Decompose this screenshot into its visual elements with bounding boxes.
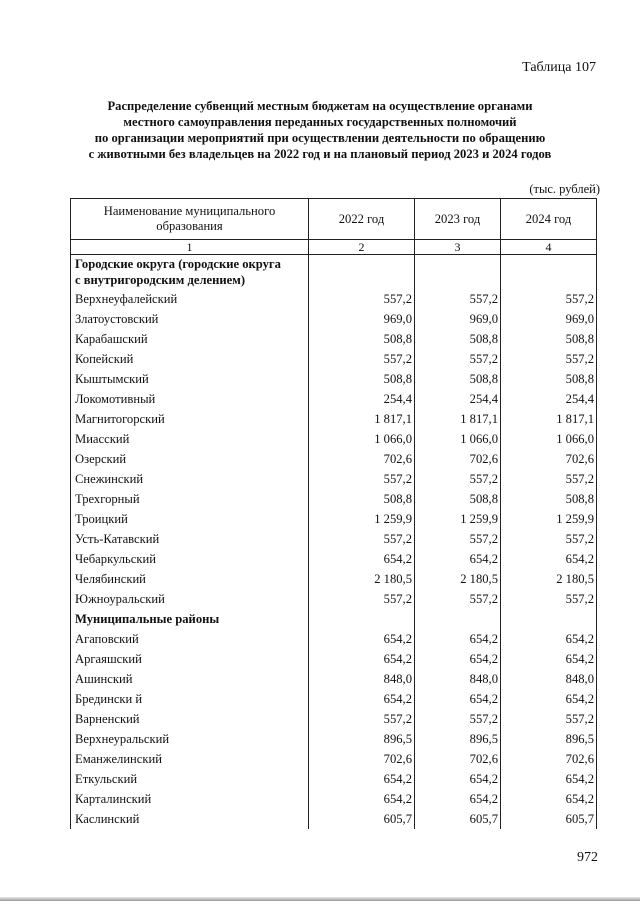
column-number: 4: [501, 240, 597, 255]
municipality-name: Копейский: [71, 349, 309, 369]
value-2023: 508,8: [415, 489, 501, 509]
value-2024: 654,2: [501, 789, 597, 809]
value-2022: 508,8: [309, 329, 415, 349]
table-row-urban: [71, 329, 597, 349]
municipality-name: Варненский: [71, 709, 309, 729]
value-2022: 654,2: [309, 629, 415, 649]
value-2024: 654,2: [501, 629, 597, 649]
municipality-name: Аргаяшский: [71, 649, 309, 669]
value-2024: 654,2: [501, 769, 597, 789]
municipality-name: Еткульский: [71, 769, 309, 789]
value-2024: 896,5: [501, 729, 597, 749]
value-2023: 969,0: [415, 309, 501, 329]
table-row-urban: [71, 509, 597, 529]
value-2024: 2 180,5: [501, 569, 597, 589]
value-2023: 1 066,0: [415, 429, 501, 449]
municipality-name: Локомотивный: [71, 389, 309, 409]
value-2023: 654,2: [415, 789, 501, 809]
section-label-line1: Городские округа (городские округа: [75, 257, 281, 271]
value-2022: 654,2: [309, 769, 415, 789]
municipality-name: Троицкий: [71, 509, 309, 529]
value-2022: 557,2: [309, 709, 415, 729]
value-2024: 557,2: [501, 529, 597, 549]
table-row-urban: [71, 309, 597, 329]
municipality-name: Златоустовский: [71, 309, 309, 329]
value-2024: 254,4: [501, 389, 597, 409]
table-row-district: [71, 769, 597, 789]
table-row-urban: [71, 429, 597, 449]
header-2024: 2024 год: [501, 199, 597, 240]
value-2022: 605,7: [309, 809, 415, 829]
table-row-urban: [71, 569, 597, 589]
table-row-urban: [71, 529, 597, 549]
value-2022: 254,4: [309, 389, 415, 409]
value-2022: 557,2: [309, 349, 415, 369]
value-2022: 557,2: [309, 529, 415, 549]
scan-edge: [0, 897, 640, 901]
municipality-name: Магнитогорский: [71, 409, 309, 429]
header-2022: 2022 год: [309, 199, 415, 240]
value-2022: 654,2: [309, 689, 415, 709]
value-2024: 557,2: [501, 349, 597, 369]
value-2024: 557,2: [501, 589, 597, 609]
value-2024: 969,0: [501, 309, 597, 329]
header-row: [71, 199, 597, 240]
table-row-district: [71, 749, 597, 769]
value-2024: 702,6: [501, 449, 597, 469]
value-2023: 848,0: [415, 669, 501, 689]
title-line: Распределение субвенций местным бюджетам на осуществление органами: [107, 99, 533, 113]
subventions-table: [70, 198, 597, 829]
value-2024: 605,7: [501, 809, 597, 829]
title-line: по организации мероприятий при осуществлении деятельности по обращению: [94, 131, 546, 145]
value-2023: 557,2: [415, 529, 501, 549]
value-2022: 654,2: [309, 549, 415, 569]
municipality-name: Верхнеуральский: [71, 729, 309, 749]
value-2024: 654,2: [501, 549, 597, 569]
table-row-urban: [71, 389, 597, 409]
table-row-district: [71, 729, 597, 749]
value-2022: 557,2: [309, 289, 415, 309]
section-label: Муниципальные районы: [71, 609, 309, 629]
value-2022: 508,8: [309, 489, 415, 509]
value-2022: 702,6: [309, 449, 415, 469]
value-2024: 557,2: [501, 469, 597, 489]
title-line: местного самоуправления переданных государственных полномочий: [123, 115, 517, 129]
value-2023: 557,2: [415, 469, 501, 489]
value-2023: 702,6: [415, 449, 501, 469]
value-2023: 557,2: [415, 709, 501, 729]
municipality-name: Озерский: [71, 449, 309, 469]
value-2023: 605,7: [415, 809, 501, 829]
value-2023: 508,8: [415, 329, 501, 349]
value-2023: 654,2: [415, 629, 501, 649]
value-2024: 848,0: [501, 669, 597, 689]
value-2024: 654,2: [501, 689, 597, 709]
table-row-district: [71, 689, 597, 709]
municipality-name: Трехгорный: [71, 489, 309, 509]
table-row-district: [71, 809, 597, 829]
municipality-name: Усть-Катавский: [71, 529, 309, 549]
municipality-name: Еманжелинский: [71, 749, 309, 769]
section-label-line2: с внутригородским делением): [75, 273, 246, 287]
value-2022: 1 817,1: [309, 409, 415, 429]
value-2023: 654,2: [415, 649, 501, 669]
value-2022: 1 259,9: [309, 509, 415, 529]
value-2022: 654,2: [309, 789, 415, 809]
municipality-name: Южноуральский: [71, 589, 309, 609]
value-2024: 654,2: [501, 649, 597, 669]
table-row-district: [71, 709, 597, 729]
header-municipality: [71, 199, 309, 240]
municipality-name: Ашинский: [71, 669, 309, 689]
value-2024: 508,8: [501, 329, 597, 349]
value-2022: 1 066,0: [309, 429, 415, 449]
municipality-name: Верхнеуфалейский: [71, 289, 309, 309]
column-number: 3: [415, 240, 501, 255]
header-municipality-line1: Наименование муниципального: [103, 204, 276, 218]
value-2024: 557,2: [501, 289, 597, 309]
value-2023: 508,8: [415, 369, 501, 389]
value-2023: 896,5: [415, 729, 501, 749]
title-line: с животными без владельцев на 2022 год и на плановый период 2023 и 2024 годов: [88, 147, 552, 161]
table-row-urban: [71, 289, 597, 309]
value-2022: 557,2: [309, 589, 415, 609]
municipality-name: Челябинский: [71, 569, 309, 589]
value-2023: 654,2: [415, 689, 501, 709]
page-number: 972: [577, 850, 598, 865]
table-row-urban: [71, 589, 597, 609]
table-row-district: [71, 789, 597, 809]
value-2024: 508,8: [501, 489, 597, 509]
header-municipality-line2: образования: [156, 219, 223, 233]
column-number: 1: [71, 240, 309, 255]
value-2022: 2 180,5: [309, 569, 415, 589]
column-number: 2: [309, 240, 415, 255]
value-2023: 557,2: [415, 289, 501, 309]
value-2022: 654,2: [309, 649, 415, 669]
table-row-urban: [71, 369, 597, 389]
table-number: Таблица 107: [522, 60, 596, 75]
municipality-name: Кыштымский: [71, 369, 309, 389]
municipality-name: Бредински й: [71, 689, 309, 709]
value-2023: 557,2: [415, 589, 501, 609]
value-2023: 557,2: [415, 349, 501, 369]
table-row-urban: [71, 549, 597, 569]
table-row-urban: [71, 409, 597, 429]
value-2022: 508,8: [309, 369, 415, 389]
value-2024: 508,8: [501, 369, 597, 389]
section-label: [71, 255, 309, 290]
document-title: [60, 98, 580, 162]
table-row-district: [71, 669, 597, 689]
table-row-district: [71, 629, 597, 649]
units-label: (тыс. рублей): [529, 182, 600, 196]
municipality-name: Карабашский: [71, 329, 309, 349]
municipality-name: Чебаркульский: [71, 549, 309, 569]
table-row-urban: [71, 489, 597, 509]
column-number-row: [71, 240, 597, 255]
table-row-urban: [71, 469, 597, 489]
value-2024: 1 259,9: [501, 509, 597, 529]
municipality-name: Каслинский: [71, 809, 309, 829]
value-2023: 254,4: [415, 389, 501, 409]
value-2024: 557,2: [501, 709, 597, 729]
table-row-district: [71, 649, 597, 669]
value-2022: 896,5: [309, 729, 415, 749]
value-2023: 654,2: [415, 769, 501, 789]
value-2023: 654,2: [415, 549, 501, 569]
value-2022: 702,6: [309, 749, 415, 769]
value-2023: 1 259,9: [415, 509, 501, 529]
value-2022: 557,2: [309, 469, 415, 489]
header-2023: 2023 год: [415, 199, 501, 240]
table-row-urban: [71, 349, 597, 369]
value-2023: 1 817,1: [415, 409, 501, 429]
value-2024: 702,6: [501, 749, 597, 769]
section-row-municipal-districts: [71, 609, 597, 629]
value-2024: 1 817,1: [501, 409, 597, 429]
table-row-urban: [71, 449, 597, 469]
value-2024: 1 066,0: [501, 429, 597, 449]
value-2023: 2 180,5: [415, 569, 501, 589]
value-2022: 969,0: [309, 309, 415, 329]
municipality-name: Миасский: [71, 429, 309, 449]
municipality-name: Агаповский: [71, 629, 309, 649]
municipality-name: Карталинский: [71, 789, 309, 809]
section-row-urban-districts: [71, 255, 597, 290]
municipality-name: Снежинский: [71, 469, 309, 489]
value-2022: 848,0: [309, 669, 415, 689]
value-2023: 702,6: [415, 749, 501, 769]
